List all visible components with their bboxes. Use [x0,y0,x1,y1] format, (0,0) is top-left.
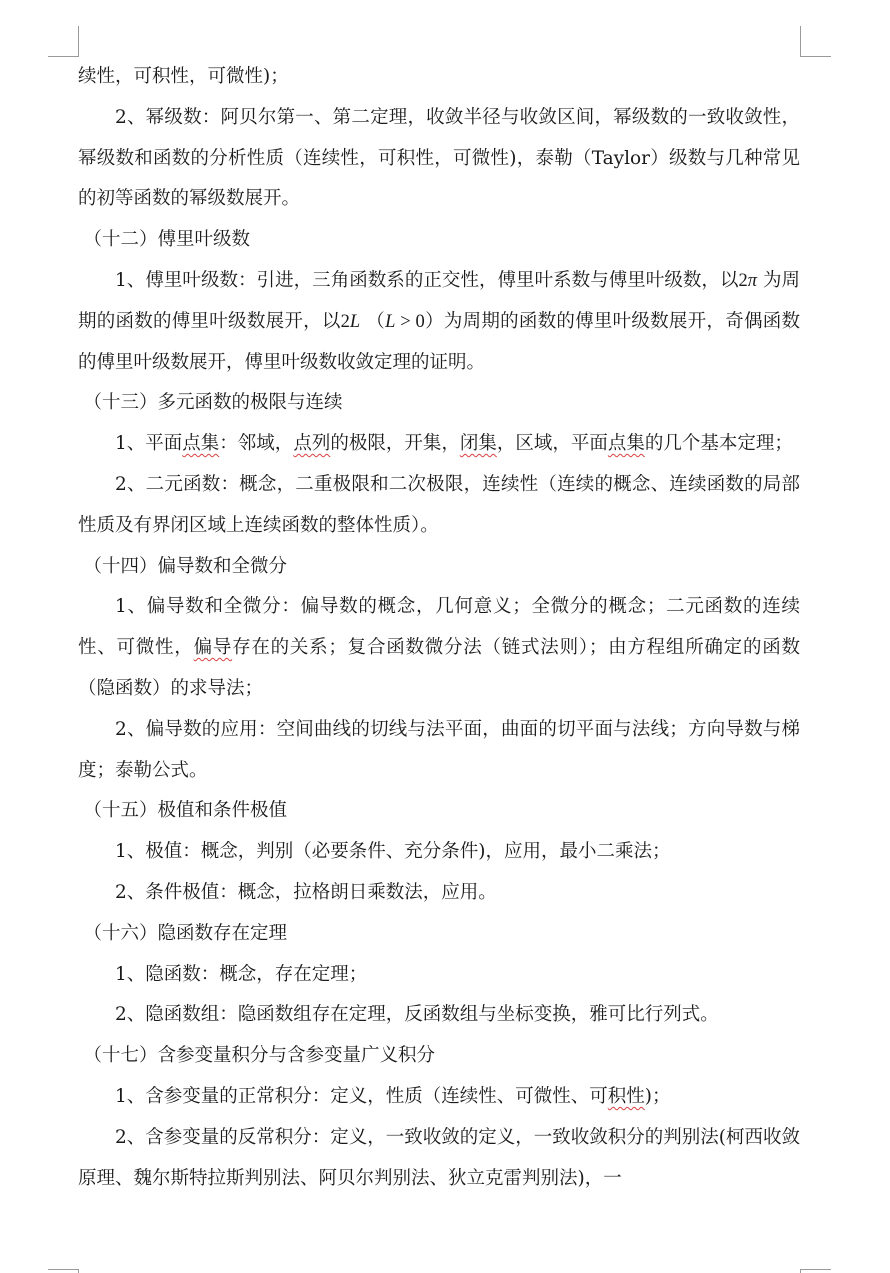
heading-text: （十三）多元函数的极限与连续 [83,392,343,414]
text: 存在的关系；复合函数微分法（链式法则）；由方程组所确定的函数（隐函数）的求导法； [78,637,800,699]
heading-text: （十四）偏导数和全微分 [83,555,288,577]
spellcheck-word: 偏导 [193,637,233,659]
spellcheck-word: 点列 [293,433,331,455]
paragraph-extrema [78,832,800,873]
section-heading-13 [78,383,800,424]
text: 2、隐函数组：隐函数组存在定理，反函数组与坐标变换，雅可比行列式。 [115,1004,719,1026]
math-L: L [349,311,361,332]
text: 续性，可积性，可微性)； [78,66,289,87]
text: 的极限，开集， [330,433,460,455]
spellcheck-word: 点集 [607,433,645,455]
text: ）为周期的函数的傅里叶级数展开，奇偶函数的傅里叶级数展开，傅里叶级数收敛定理的证明。 [78,310,800,373]
paragraph-bivariate-functions [78,465,800,547]
text: )； [644,1085,671,1107]
section-heading-12 [78,220,800,261]
text: 1、偏导数和全微分：偏导数的概念，几何意义；全微分的概念；二元函数的连续性、可微性， [78,596,800,659]
section-heading-15 [78,791,800,832]
text: 的几个基本定理； [644,433,793,455]
text: 2、二元函数：概念，二重极限和二次极限，连续性（连续的概念、连续函数的局部性质及有界闭区域上连续函数的整体性质）。 [78,473,800,536]
text: 2、条件极值：概念，拉格朗日乘数法，应用。 [115,881,497,903]
heading-text: （十五）极值和条件极值 [83,800,288,822]
paragraph-proper-parametric-integrals [78,1077,800,1118]
text: （ [366,310,386,332]
text: 1、傅里叶级数：引进，三角函数系的正交性，傅里叶系数与傅里叶级数，以 [115,269,739,291]
math-two: 2 [340,311,350,332]
text: 2、偏导数的应用：空间曲线的切线与法平面，曲面的切平面与法线；方向导数与梯度；泰勒公式。 [78,718,800,781]
text: 1、含参变量的正常积分：定义，性质（连续性、可微性、可 [115,1085,608,1107]
math-condition: > 0 [395,311,425,332]
section-heading-17 [78,1036,800,1077]
text: 1、平面 [115,433,183,455]
paragraph-implicit-functions [78,955,800,996]
text: 为周期的函数的傅里叶级数展开，以 [78,269,800,332]
math-two: 2 [738,270,748,291]
heading-text: （十六）隐函数存在定理 [83,922,288,944]
paragraph-continuity-cont [78,57,800,98]
math-pi: π [747,270,758,291]
heading-text: （十七）含参变量积分与含参变量广义积分 [83,1045,436,1067]
heading-text: （十二）傅里叶级数 [83,229,251,251]
text: 2、含参变量的反常积分：定义，一致收敛的定义，一致收敛积分的判别法(柯西收敛原理、魏尔斯特拉斯判别法、阿贝尔判别法、狄立克雷判别法)，一 [78,1126,800,1189]
spellcheck-word: 积性 [607,1085,645,1107]
page-corner-mark-bottom-left [48,1269,79,1273]
paragraph-conditional-extrema [78,873,800,914]
paragraph-plane-point-sets [78,424,800,465]
paragraph-implicit-function-systems [78,995,800,1036]
text: 2、幂级数：阿贝尔第一、第二定理，收敛半径与收敛区间，幂级数的一致收敛性，幂级数和函数的分析性质（连续性，可积性，可微性)，泰勒（Taylor）级数与几种常见的初等函数的幂级数展开。 [78,106,800,210]
paragraph-power-series [78,98,800,220]
document-page[interactable] [78,57,800,1199]
text: 1、隐函数：概念，存在定理； [115,963,368,985]
paragraph-partial-derivative-applications [78,710,800,792]
paragraph-improper-parametric-integrals [78,1118,800,1200]
text: ，区域，平面 [496,433,608,455]
paragraph-partial-derivatives [78,587,800,709]
math-L: L [385,311,396,332]
page-corner-mark-top-right [800,26,831,57]
paragraph-fourier-series [78,261,800,383]
page-corner-mark-bottom-right [800,1269,831,1273]
section-heading-14 [78,547,800,588]
spellcheck-word: 点集 [182,433,220,455]
page-corner-mark-top-left [48,26,79,57]
spellcheck-word: 闭集 [459,433,497,455]
section-heading-16 [78,914,800,955]
text: 1、极值：概念，判别（必要条件、充分条件)，应用，最小二乘法； [115,841,671,863]
text: ：邻域， [219,433,294,455]
